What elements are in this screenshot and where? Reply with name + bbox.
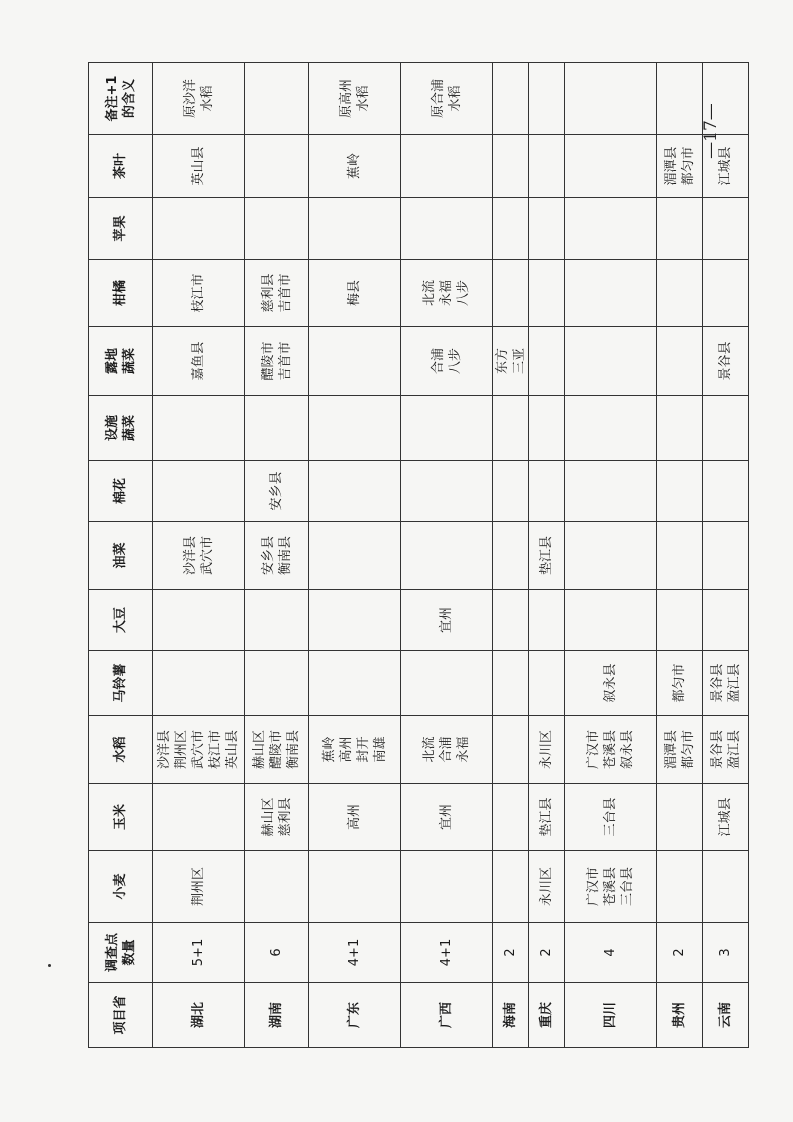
header-cell: 马铃薯 xyxy=(89,651,153,716)
table-cell xyxy=(529,135,565,198)
table-cell xyxy=(493,590,529,651)
table-cell: 湄潭县 都匀市 xyxy=(657,135,703,198)
table-cell: 沙洋县 荆州区 武穴市 枝江市 英山县 xyxy=(153,716,245,784)
table-cell xyxy=(657,327,703,396)
table-cell xyxy=(529,396,565,461)
table-cell: 英山县 xyxy=(153,135,245,198)
table-cell: 沙洋县 武穴市 xyxy=(153,522,245,590)
table-row xyxy=(245,63,309,1048)
table-row xyxy=(309,63,401,1048)
table-cell: 合浦 八步 xyxy=(401,327,493,396)
table-cell: 4 xyxy=(565,923,657,983)
table-row xyxy=(703,63,749,1048)
table-cell xyxy=(657,851,703,923)
table-row xyxy=(493,63,529,1048)
table-cell: 高州 xyxy=(309,784,401,851)
header-cell: 大豆 xyxy=(89,590,153,651)
table-cell: 江城县 xyxy=(703,784,749,851)
header-cell: 备注+1 的含义 xyxy=(89,63,153,135)
table-cell: 宜州 xyxy=(401,784,493,851)
table-cell: 嘉鱼县 xyxy=(153,327,245,396)
table-cell xyxy=(565,522,657,590)
table-cell: 原沙洋 水稻 xyxy=(153,63,245,135)
table-cell xyxy=(493,651,529,716)
table-cell: 安乡县 衡南县 xyxy=(245,522,309,590)
header-cell: 小麦 xyxy=(89,851,153,923)
header-cell: 水稻 xyxy=(89,716,153,784)
table-cell xyxy=(565,590,657,651)
table-cell xyxy=(309,327,401,396)
table-cell: 3 xyxy=(703,923,749,983)
table-cell xyxy=(703,522,749,590)
table-cell xyxy=(565,260,657,327)
table-cell xyxy=(703,260,749,327)
header-cell: 设施 蔬菜 xyxy=(89,396,153,461)
table-cell xyxy=(565,396,657,461)
table-cell xyxy=(493,522,529,590)
table-cell: 北流 合浦 永福 xyxy=(401,716,493,784)
table-cell xyxy=(153,198,245,260)
table-cell xyxy=(657,461,703,522)
table-cell xyxy=(657,590,703,651)
table-cell xyxy=(309,651,401,716)
table-cell xyxy=(493,851,529,923)
table-cell xyxy=(309,461,401,522)
table-cell xyxy=(493,260,529,327)
table-cell: 2 xyxy=(493,923,529,983)
table-cell xyxy=(565,327,657,396)
table-cell xyxy=(529,260,565,327)
table-cell xyxy=(565,198,657,260)
table-cell xyxy=(657,198,703,260)
table-cell xyxy=(309,851,401,923)
table-cell xyxy=(493,784,529,851)
header-cell: 玉米 xyxy=(89,784,153,851)
table-cell xyxy=(565,461,657,522)
header-cell: 棉花 xyxy=(89,461,153,522)
table-cell: 江城县 xyxy=(703,135,749,198)
table-cell: 北流 永福 八步 xyxy=(401,260,493,327)
table-cell xyxy=(401,396,493,461)
header-cell: 苹果 xyxy=(89,198,153,260)
table-cell: 2 xyxy=(657,923,703,983)
table-cell: 蕉岭 高州 封开 南雄 xyxy=(309,716,401,784)
table-cell: 原合浦 水稻 xyxy=(401,63,493,135)
table-cell xyxy=(565,135,657,198)
province-cell: 广西 xyxy=(401,983,493,1048)
table-cell xyxy=(529,651,565,716)
table-cell xyxy=(703,198,749,260)
table-cell xyxy=(245,651,309,716)
table-cell xyxy=(245,198,309,260)
table-row xyxy=(529,63,565,1048)
table-cell: 安乡县 xyxy=(245,461,309,522)
table-cell: 东方 三亚 xyxy=(493,327,529,396)
table-cell xyxy=(245,851,309,923)
table-cell xyxy=(309,198,401,260)
table-cell: 原高州 水稻 xyxy=(309,63,401,135)
table-cell xyxy=(153,461,245,522)
table-cell: 垫江县 xyxy=(529,522,565,590)
table-cell: 6 xyxy=(245,923,309,983)
header-cell: 露地 蔬菜 xyxy=(89,327,153,396)
table-cell: 广汉市 苍溪县 三台县 xyxy=(565,851,657,923)
scan-speck xyxy=(48,964,51,967)
header-cell: 柑橘 xyxy=(89,260,153,327)
table-cell: 叙永县 xyxy=(565,651,657,716)
table-cell: 三台县 xyxy=(565,784,657,851)
table-cell: 景谷县 盈江县 xyxy=(703,716,749,784)
table-cell: 4+1 xyxy=(309,923,401,983)
province-cell: 湖北 xyxy=(153,983,245,1048)
header-cell: 油菜 xyxy=(89,522,153,590)
table-cell: 景谷县 xyxy=(703,327,749,396)
table-cell xyxy=(565,63,657,135)
table-cell xyxy=(657,396,703,461)
survey-points-table xyxy=(88,62,749,1048)
header-cell: 项目省 xyxy=(89,983,153,1048)
table-cell: 都匀市 xyxy=(657,651,703,716)
table-cell xyxy=(401,651,493,716)
table-cell xyxy=(245,396,309,461)
table-row xyxy=(657,63,703,1048)
table-cell xyxy=(703,851,749,923)
table-cell: 蕉岭 xyxy=(309,135,401,198)
table-cell xyxy=(309,590,401,651)
table-cell: 枝江市 xyxy=(153,260,245,327)
table-cell xyxy=(401,135,493,198)
table-cell xyxy=(529,461,565,522)
page-number: —17— xyxy=(701,103,722,159)
table-cell xyxy=(309,522,401,590)
table-cell xyxy=(529,63,565,135)
province-cell: 云南 xyxy=(703,983,749,1048)
table-cell: 4+1 xyxy=(401,923,493,983)
table-cell xyxy=(703,396,749,461)
table-cell xyxy=(657,260,703,327)
table-row xyxy=(565,63,657,1048)
table-cell: 广汉市 苍溪县 叙永县 xyxy=(565,716,657,784)
table-cell xyxy=(493,461,529,522)
table-cell xyxy=(493,396,529,461)
table-cell xyxy=(493,716,529,784)
table-cell xyxy=(657,784,703,851)
province-cell: 贵州 xyxy=(657,983,703,1048)
table-row xyxy=(153,63,245,1048)
table-cell xyxy=(529,590,565,651)
province-cell: 海南 xyxy=(493,983,529,1048)
table-cell xyxy=(703,590,749,651)
table-cell: 2 xyxy=(529,923,565,983)
table-body xyxy=(153,63,749,1048)
table-cell xyxy=(401,522,493,590)
table-cell xyxy=(703,461,749,522)
header-cell: 茶叶 xyxy=(89,135,153,198)
table-cell xyxy=(401,198,493,260)
table-cell xyxy=(401,851,493,923)
table-cell: 醴陵市 吉首市 xyxy=(245,327,309,396)
table-cell xyxy=(153,651,245,716)
table-cell xyxy=(493,135,529,198)
table-cell xyxy=(401,461,493,522)
table-cell: 慈利县 吉首市 xyxy=(245,260,309,327)
table-cell: 5+1 xyxy=(153,923,245,983)
header-row xyxy=(89,63,153,1048)
table-cell: 湄潭县 都匀市 xyxy=(657,716,703,784)
table-cell xyxy=(493,63,529,135)
table-cell: 荆州区 xyxy=(153,851,245,923)
table-row xyxy=(401,63,493,1048)
province-cell: 重庆 xyxy=(529,983,565,1048)
province-cell: 四川 xyxy=(565,983,657,1048)
table-cell: 永川区 xyxy=(529,851,565,923)
table-cell xyxy=(657,522,703,590)
table-cell: 宜州 xyxy=(401,590,493,651)
table-cell xyxy=(309,396,401,461)
table-cell: 赫山区 慈利县 xyxy=(245,784,309,851)
table-cell: 永川区 xyxy=(529,716,565,784)
table-cell: 景谷县 盈江县 xyxy=(703,651,749,716)
table-cell xyxy=(493,198,529,260)
table-cell: 梅县 xyxy=(309,260,401,327)
table-cell xyxy=(153,396,245,461)
table-cell: 垫江县 xyxy=(529,784,565,851)
table-cell xyxy=(529,198,565,260)
table-cell xyxy=(245,590,309,651)
table-cell xyxy=(529,327,565,396)
province-cell: 湖南 xyxy=(245,983,309,1048)
table-cell: 赫山区 醴陵市 衡南县 xyxy=(245,716,309,784)
table-cell xyxy=(153,590,245,651)
table-cell xyxy=(153,784,245,851)
header-cell: 调查点 数量 xyxy=(89,923,153,983)
province-cell: 广东 xyxy=(309,983,401,1048)
table-cell xyxy=(245,63,309,135)
table-cell xyxy=(245,135,309,198)
